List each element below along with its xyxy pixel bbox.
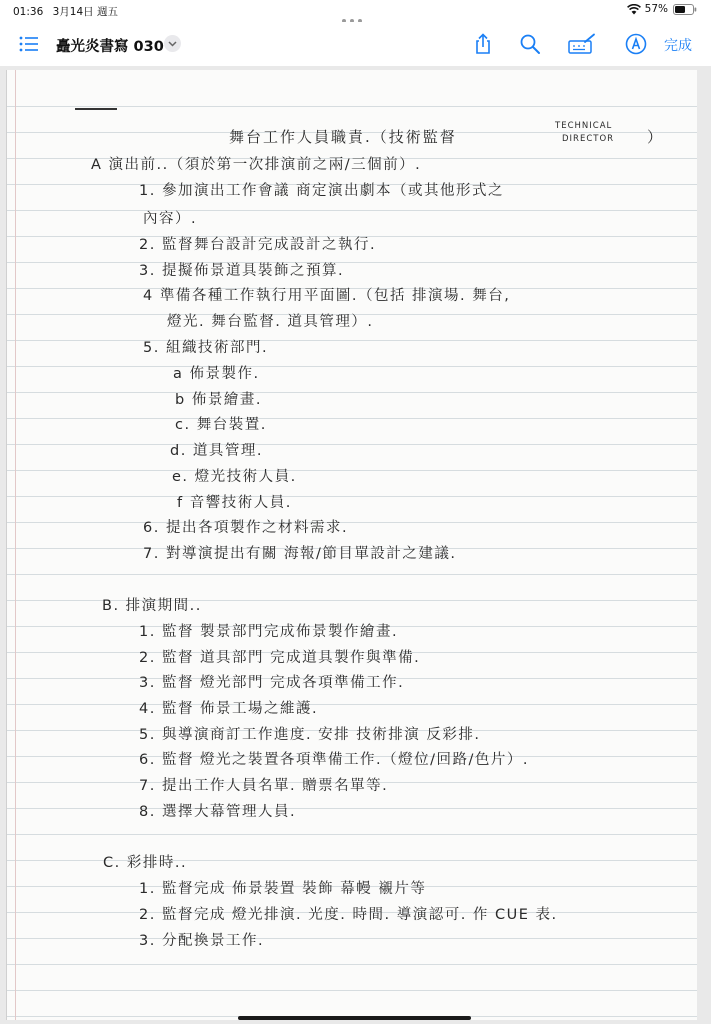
list-item: 3. 分配換景工作. xyxy=(139,933,265,949)
list-icon[interactable] xyxy=(18,34,40,54)
note-title: 舞台工作人員職責.（技術監督 xyxy=(229,128,457,146)
list-item: 2. 監督舞台設計完成設計之執行. xyxy=(139,237,377,253)
list-item: 3. 監督 燈光部門 完成各項準備工作. xyxy=(139,675,405,691)
status-time-date xyxy=(13,4,124,19)
page-margin-line xyxy=(15,70,16,1020)
list-item: 6. 提出各項製作之材料需求. xyxy=(143,520,349,536)
list-item: 5. 組織技術部門. xyxy=(143,340,269,356)
list-item: 8. 選擇大幕管理人員. xyxy=(139,804,297,820)
document-canvas[interactable] xyxy=(0,66,711,1024)
note-title-en-1: TECHNICAL xyxy=(555,121,613,131)
pen-mark xyxy=(75,108,117,115)
list-item: 內容）. xyxy=(143,211,198,227)
list-item: a 佈景製作. xyxy=(173,366,260,382)
list-item: f 音響技術人員. xyxy=(177,495,292,511)
section-heading: B. 排演期間.. xyxy=(102,598,202,614)
battery-percent: 57% xyxy=(644,3,668,15)
list-item: e. 燈光技術人員. xyxy=(172,469,297,485)
home-indicator[interactable] xyxy=(238,1016,471,1020)
multitasking-dots-icon[interactable] xyxy=(342,8,368,13)
wifi-icon xyxy=(627,4,641,15)
search-icon[interactable] xyxy=(519,33,541,55)
section-heading: A 演出前..（須於第一次排演前之兩/三個前）. xyxy=(91,157,422,173)
annotate-icon[interactable] xyxy=(625,33,647,55)
list-item: 7. 提出工作人員名單. 贈票名單等. xyxy=(139,778,389,794)
list-item: 4 準備各種工作執行用平面圖.（包括 排演場. 舞台, xyxy=(143,288,511,304)
list-item: 6. 監督 燈光之裝置各項準備工作.（燈位/回路/色片）. xyxy=(139,752,530,768)
notebook-page[interactable] xyxy=(6,70,697,1020)
section-heading: C. 彩排時.. xyxy=(103,855,188,871)
list-item: 2. 監督完成 燈光排演. 光度. 時間. 導演認可. 作 CUE 表. xyxy=(139,907,558,923)
status-bar xyxy=(0,0,711,22)
list-item: 3. 提擬佈景道具裝飾之預算. xyxy=(139,263,345,279)
status-time: 01:36 xyxy=(13,6,44,18)
list-item: 1. 監督 製景部門完成佈景製作繪畫. xyxy=(139,624,399,640)
share-icon[interactable] xyxy=(472,33,494,55)
title-menu-button[interactable] xyxy=(164,35,181,52)
note-title-en-2: DIRECTOR xyxy=(562,134,615,144)
list-item: b 佈景繪畫. xyxy=(175,392,262,408)
list-item: 1. 監督完成 佈景裝置 裝飾 幕幔 襯片等 xyxy=(139,881,427,897)
list-item: 4. 監督 佈景工場之維護. xyxy=(139,701,319,717)
list-item: 燈光. 舞台監督. 道具管理）. xyxy=(167,314,374,330)
note-title-close: ） xyxy=(647,128,665,146)
markup-icon[interactable] xyxy=(568,33,596,55)
chevron-down-icon xyxy=(168,41,177,47)
status-indicators xyxy=(627,3,697,15)
battery-icon xyxy=(673,4,697,15)
list-item: 1. 參加演出工作會議 商定演出劇本（或其他形式之 xyxy=(139,183,505,199)
document-title[interactable]: 矗光炎書寫 030 xyxy=(56,39,164,55)
list-item: 5. 與導演商訂工作進度. 安排 技術排演 反彩排. xyxy=(139,727,481,743)
list-item: 2. 監督 道具部門 完成道具製作與準備. xyxy=(139,650,421,666)
done-button[interactable]: 完成 xyxy=(664,38,692,54)
list-item: d. 道具管理. xyxy=(170,443,264,459)
status-date: 3月14日 週五 xyxy=(52,6,118,18)
app-toolbar xyxy=(0,22,711,67)
list-item: 7. 對導演提出有關 海報/節目單設計之建議. xyxy=(143,546,457,562)
list-item: c. 舞台裝置. xyxy=(175,417,267,433)
